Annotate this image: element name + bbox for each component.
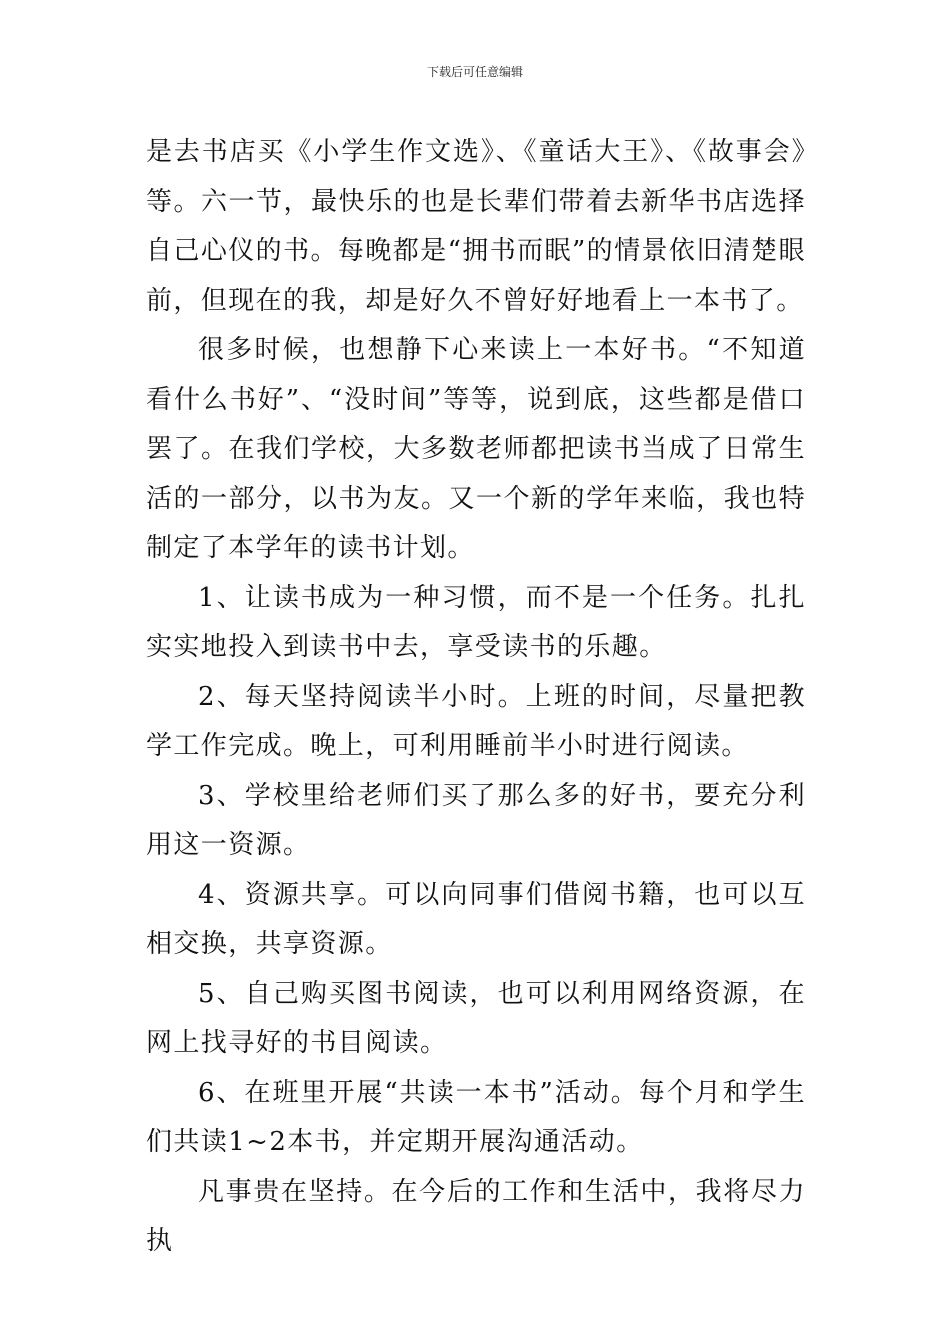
plan-item-5: 5、自己购买图书阅读，也可以利用网络资源，在网上找寻好的书目阅读。 xyxy=(146,978,806,1058)
plan-item-1: 1、让读书成为一种习惯，而不是一个任务。扎扎实实地投入到读书中去，享受读书的乐趣。 xyxy=(146,582,806,662)
plan-item-6: 6、在班里开展“共读一本书”活动。每个月和学生们共读1~2本书，并定期开展沟通活动。 xyxy=(146,1077,806,1157)
plan-item-4: 4、资源共享。可以向同事们借阅书籍，也可以互相交换，共享资源。 xyxy=(146,879,806,959)
paragraph-2: 很多时候，也想静下心来读上一本好书。“不知道看什么书好”、“没时间”等等，说到底，这些都是借口罢了。在我们学校，大多数老师都把读书当成了日常生活的一部分，以书为友。又一个新的学年来临，我也特制定了本学年的读书计划。 xyxy=(146,335,806,563)
plan-item-2: 2、每天坚持阅读半小时。上班的时间，尽量把教学工作完成。晚上，可利用睡前半小时进行阅读。 xyxy=(146,681,806,761)
paragraph-1: 是去书店买《小学生作文选》、《童话大王》、《故事会》等。六一节，最快乐的也是长辈们带着去新华书店选择自己心仪的书。每晚都是“拥书而眠”的情景依旧清楚眼前，但现在的我，却是好久不曾好好地看上一本书了。 xyxy=(146,137,806,316)
page-header-note: 下载后可任意编辑 xyxy=(426,65,523,79)
document-body xyxy=(146,128,806,1267)
plan-item-3: 3、学校里给老师们买了那么多的好书，要充分利用这一资源。 xyxy=(146,780,806,860)
closing-paragraph: 凡事贵在坚持。在今后的工作和生活中，我将尽力执 xyxy=(146,1176,806,1256)
